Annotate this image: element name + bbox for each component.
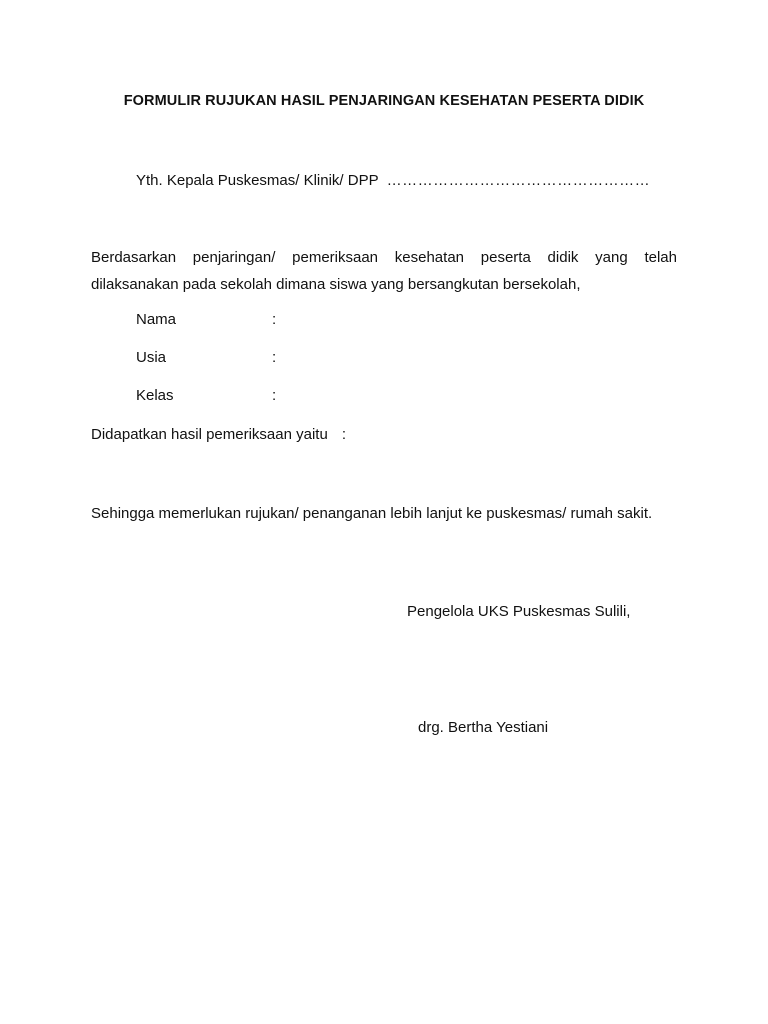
field-nama bbox=[136, 311, 276, 328]
addressee-text: Yth. Kepala Puskesmas/ Klinik/ DPP bbox=[136, 172, 379, 189]
field-kelas bbox=[136, 387, 276, 404]
intro-paragraph: Berdasarkan penjaringan/ pemeriksaan kesehatan peserta didik yang telah dilaksanakan pada sekolah dimana siswa yang bersangkutan bersekolah, bbox=[91, 249, 677, 293]
addressee-line bbox=[136, 172, 650, 189]
result-line bbox=[91, 426, 346, 443]
referral-paragraph: Sehingga memerlukan rujukan/ penanganan lebih lanjut ke puskesmas/ rumah sakit. bbox=[91, 505, 653, 522]
field-colon: : bbox=[272, 311, 277, 328]
field-colon: : bbox=[272, 387, 277, 404]
addressee-dots: …………………………………………… bbox=[386, 172, 651, 189]
field-label: Nama bbox=[136, 311, 177, 328]
field-usia bbox=[136, 349, 276, 366]
field-colon: : bbox=[272, 349, 277, 366]
field-label: Kelas bbox=[136, 387, 174, 404]
field-label: Usia bbox=[136, 349, 167, 366]
signer-title: Pengelola UKS Puskesmas Sulili, bbox=[407, 603, 631, 620]
result-label: Didapatkan hasil pemeriksaan yaitu bbox=[91, 426, 328, 443]
form-title: FORMULIR RUJUKAN HASIL PENJARINGAN KESEHATAN PESERTA DIDIK bbox=[123, 93, 645, 109]
signer-name: drg. Bertha Yestiani bbox=[418, 719, 549, 736]
result-colon: : bbox=[341, 426, 346, 443]
